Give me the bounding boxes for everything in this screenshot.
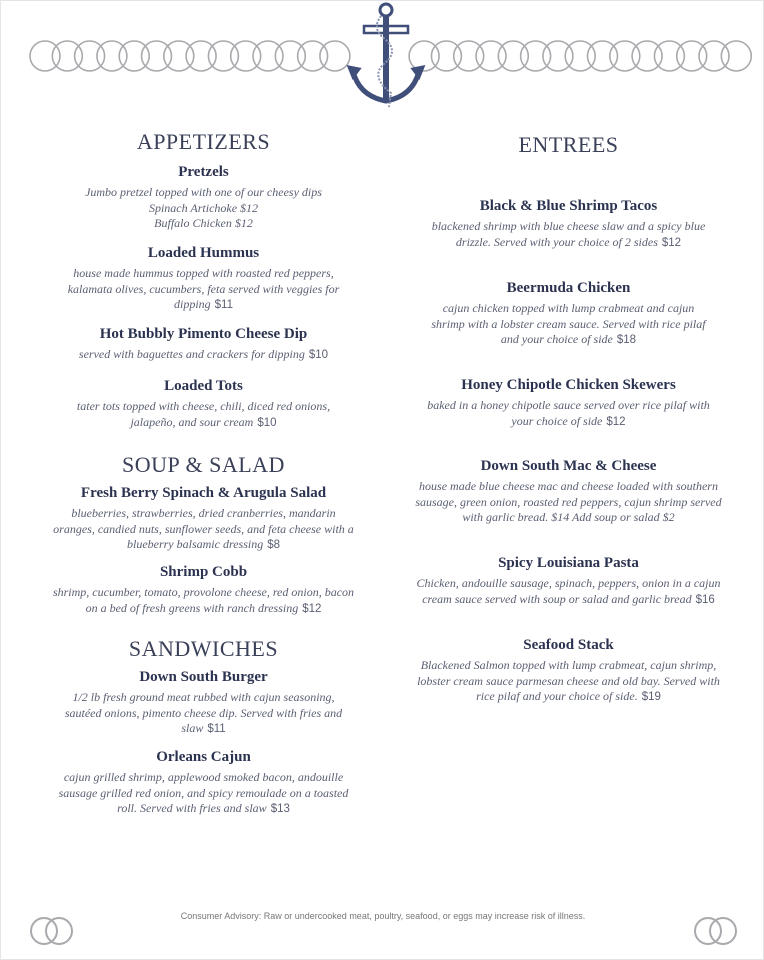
description-text: with garlic bread. $14 Add soup or salad $2 [462, 510, 675, 524]
item-description [401, 235, 736, 252]
item-description [41, 216, 366, 232]
item-description [401, 317, 736, 333]
item-name: Shrimp Cobb [159, 564, 248, 580]
description-text: baked in a honey chipotle sauce served over rice pilaf with [427, 398, 710, 412]
description-text: oranges, candied nuts, sunflower seeds, and feta cheese with a [53, 521, 354, 536]
item-price: $12 [661, 236, 682, 249]
item-description [41, 585, 366, 601]
description-text: drizzle. Served with your choice of 2 sides [455, 234, 658, 249]
item-description [41, 690, 366, 706]
item-description [401, 332, 736, 349]
description-text: tater tots topped with cheese, chili, diced red onions, [76, 399, 331, 413]
section-heading: APPETIZERS [136, 129, 271, 154]
menu-item [401, 636, 736, 706]
menu-item [41, 668, 366, 738]
item-name: Pretzels [178, 164, 229, 180]
menu-item [41, 563, 366, 617]
description-text: Spinach Artichoke $12 [148, 200, 259, 215]
item-name: Fresh Berry Spinach & Arugula Salad [80, 485, 327, 501]
description-text: slaw [181, 721, 204, 735]
description-text: Chicken, andouille sausage, spinach, peppers, onion in a cajun [416, 576, 721, 590]
item-price: $12 [302, 602, 322, 615]
description-text: and your choice of side [500, 332, 613, 346]
description-text: Jumbo pretzel topped with one of our cheesy dips [85, 185, 322, 199]
item-price: $10 [308, 349, 329, 361]
item-description [401, 510, 736, 526]
menu-item [41, 163, 366, 232]
section-heading: SANDWICHES [128, 636, 279, 661]
description-text: on a bed of fresh greens with ranch dressing [85, 600, 299, 615]
description-text: blackened shrimp with blue cheese slaw and a spicy blue [431, 219, 706, 233]
item-price: $16 [695, 593, 715, 606]
description-text: your choice of side [511, 413, 603, 428]
description-text: served with baguettes and crackers for dipping [78, 347, 305, 361]
item-description [401, 592, 736, 609]
description-text: blueberry balsamic dressing [126, 537, 264, 551]
item-description [41, 522, 366, 538]
item-description [41, 537, 366, 554]
menu-item [41, 748, 366, 818]
item-description [41, 706, 366, 722]
description-text: dipping [173, 297, 211, 311]
chain-link [721, 41, 751, 71]
item-description [41, 201, 366, 217]
item-price: $11 [207, 723, 226, 735]
item-description [41, 347, 366, 364]
item-description [41, 506, 366, 522]
description-text: kalamata olives, cucumbers, feta served with veggies for [67, 281, 340, 296]
description-text: lobster cream sauce parmesan cheese and old bay. Served with [417, 673, 720, 688]
item-description [41, 297, 366, 314]
menu-item [401, 197, 736, 251]
item-description [41, 185, 366, 201]
item-description [41, 770, 366, 786]
item-name: Beermuda Chicken [506, 280, 631, 296]
item-price: $18 [616, 334, 637, 346]
description-text: sausage grilled red onion, and spicy remoulade on a toasted [58, 785, 349, 800]
item-name: Hot Bubbly Pimento Cheese Dip [99, 326, 308, 342]
description-text: sausage, green onion, roasted red peppers, cajun shrimp served [415, 494, 722, 509]
item-description [401, 414, 736, 431]
consumer-advisory: Consumer Advisory: Raw or undercooked meat, poultry, seafood, or eggs may increase risk of illness. [180, 911, 586, 921]
description-text: house made blue cheese mac and cheese loaded with southern [419, 479, 718, 493]
item-price: $13 [270, 803, 290, 815]
item-description [401, 219, 736, 235]
section-heading: ENTREES [518, 132, 619, 157]
item-description [41, 266, 366, 282]
item-description [401, 495, 736, 511]
item-price: $12 [606, 415, 626, 428]
description-text: roll. Served with fries and slaw [117, 801, 267, 815]
anchor-icon [341, 1, 431, 113]
item-description [401, 576, 736, 592]
description-text: shrimp with a lobster cream sauce. Served with rice pilaf [431, 316, 706, 331]
description-text: blueberries, strawberries, dried cranberries, mandarin [71, 506, 336, 520]
item-name: Loaded Tots [164, 378, 243, 394]
description-text: house made hummus topped with roasted red peppers, [73, 266, 334, 280]
item-description [41, 282, 366, 298]
section-heading: SOUP & SALAD [122, 452, 285, 477]
description-text: jalapeño, and sour cream [130, 414, 254, 429]
item-description [41, 786, 366, 802]
item-description [401, 398, 736, 414]
item-description [401, 674, 736, 690]
item-price: $11 [214, 299, 233, 311]
item-name: Honey Chipotle Chicken Skewers [461, 377, 676, 393]
item-price: $19 [641, 691, 661, 703]
item-description [41, 801, 366, 818]
item-name: Orleans Cajun [156, 749, 251, 765]
description-text: Buffalo Chicken $12 [154, 216, 253, 230]
item-description [41, 721, 366, 738]
item-description [401, 479, 736, 495]
item-price: $8 [267, 539, 280, 551]
menu-item [401, 279, 736, 349]
description-text: sautéed onions, pimento cheese dip. Served with fries and [64, 705, 343, 720]
item-description [401, 658, 736, 674]
item-name: Loaded Hummus [147, 245, 260, 261]
menu-item [41, 244, 366, 314]
menu-item [41, 484, 366, 554]
item-description [41, 601, 366, 618]
description-text: 1/2 lb fresh ground meat rubbed with cajun seasoning, [72, 690, 335, 704]
item-price: $10 [257, 416, 277, 429]
menu-item [401, 457, 736, 526]
menu-item [401, 554, 736, 608]
item-name: Down South Mac & Cheese [480, 458, 657, 474]
description-text: cajun grilled shrimp, applewood smoked bacon, andouille [63, 770, 344, 784]
item-name: Down South Burger [139, 669, 268, 685]
description-text: shrimp, cucumber, tomato, provolone cheese, red onion, bacon [52, 585, 355, 599]
item-name: Seafood Stack [523, 637, 614, 653]
menu-item [41, 377, 366, 431]
description-text: rice pilaf and your choice of side. [476, 689, 638, 703]
menu-item [401, 376, 736, 430]
item-description [401, 689, 736, 706]
item-name: Spicy Louisiana Pasta [498, 555, 639, 571]
description-text: cajun chicken topped with lump crabmeat and cajun [442, 301, 695, 315]
item-description [41, 415, 366, 432]
item-name: Black & Blue Shrimp Tacos [479, 198, 658, 214]
item-description [401, 301, 736, 317]
item-description [41, 399, 366, 415]
menu-item [41, 325, 366, 364]
description-text: Blackened Salmon topped with lump crabmeat, cajun shrimp, [420, 658, 717, 672]
description-text: cream sauce served with soup or salad and garlic bread [422, 591, 692, 606]
